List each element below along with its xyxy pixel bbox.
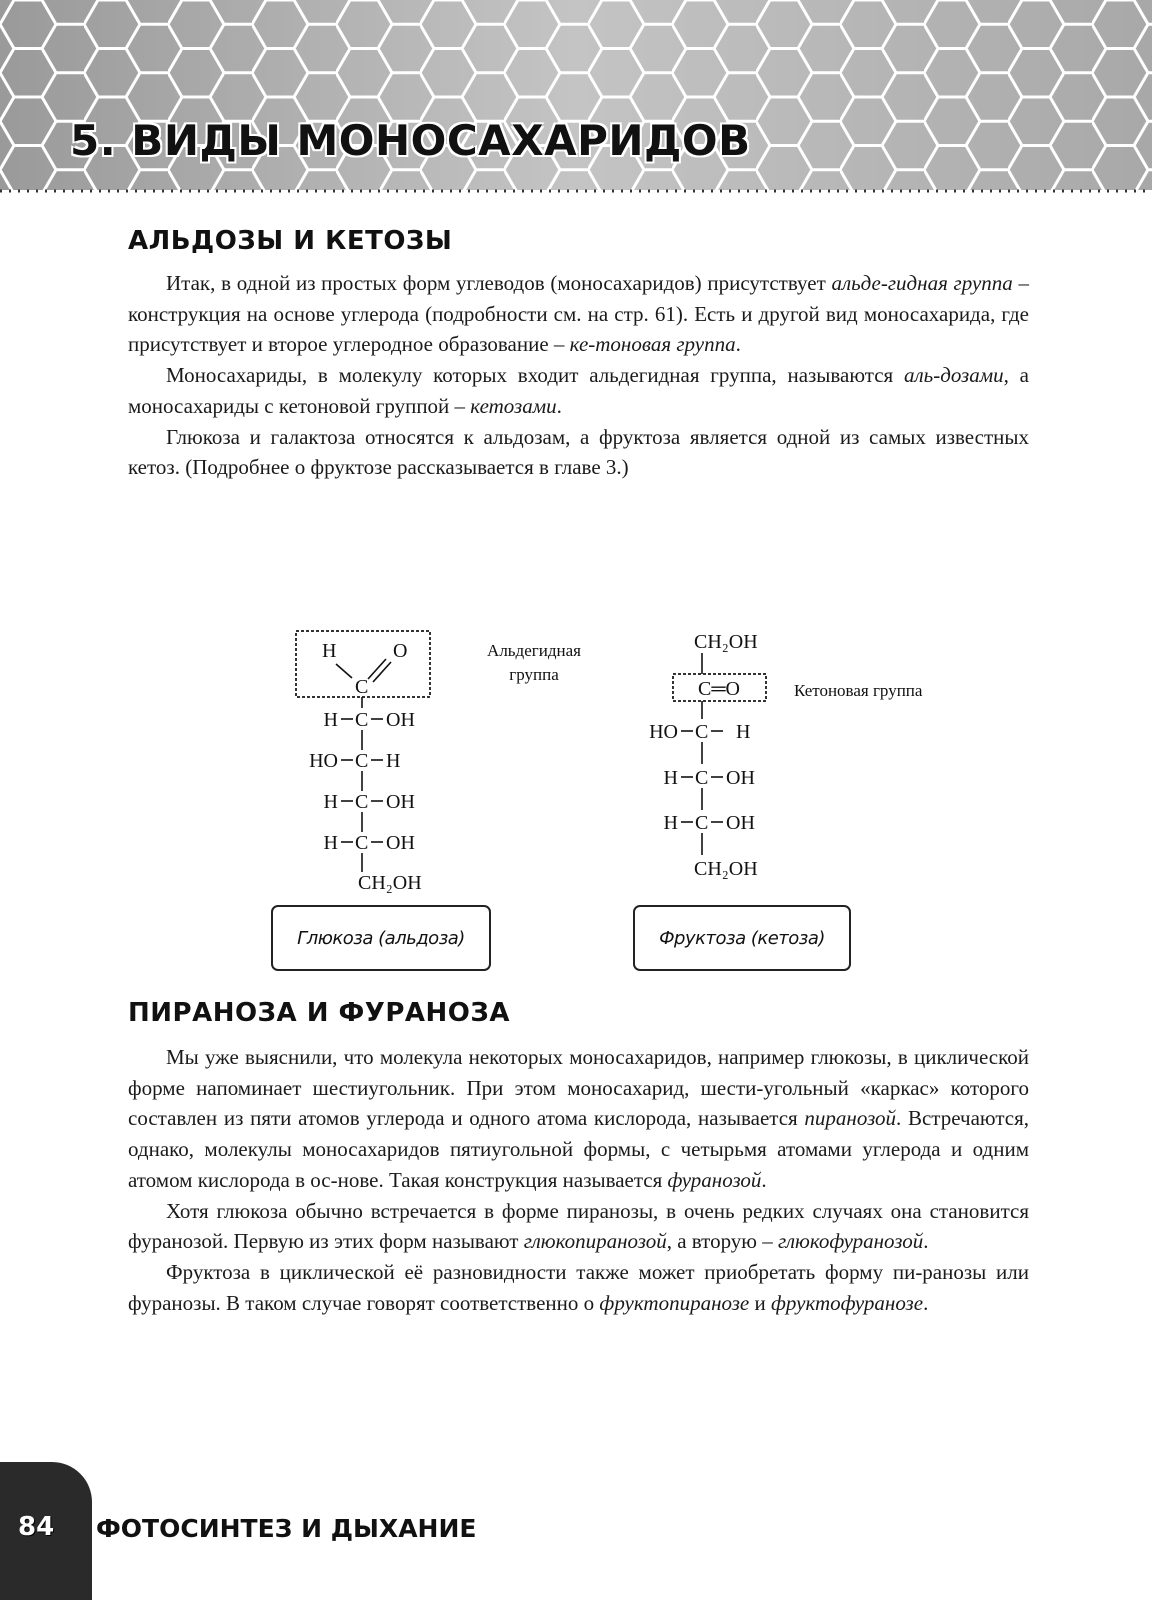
text-run: и [749, 1290, 771, 1315]
fructose-row-2-carbon: C [695, 767, 709, 789]
text-run: Мы уже выяснили, что молекула некоторых моносахаридов, например глюкозы, в циклической форме напоминает шестиугольник. При этом моносахарид, шести-угольный «каркас» которого составлен из пяти атомов углерода и одного атома кислорода, называется [128, 1045, 1029, 1131]
text-run: . [923, 1229, 929, 1254]
italic-term: аль-дозами [903, 363, 1004, 388]
text-run: . [735, 332, 741, 357]
section-heading-pyranose-furanose: ПИРАНОЗА И ФУРАНОЗА [128, 998, 510, 1028]
glucose-caption-box: Глюкоза (альдоза) [271, 905, 491, 971]
keto-group-label: Кетоновая группа [794, 681, 923, 700]
fructose-bottom-ch2oh: CH₂OH [694, 858, 758, 880]
glucose-row-3-right: OH [386, 791, 415, 813]
italic-term: фуранозой [667, 1167, 762, 1192]
italic-term: глюкофуранозой [777, 1229, 924, 1254]
section2-body [128, 1042, 1029, 1318]
text-run: . Встречаются, однако, молекулы моносахаридов пятиугольной формы, с четырьмя атомами углерода и одним атомом кислорода в ос-нове. Такая конструкция называется [128, 1106, 1029, 1192]
italic-term: фруктофуранозе [770, 1290, 924, 1315]
glucose-row-1-left: H [323, 709, 338, 731]
aldehyde-carbon: C [355, 676, 369, 698]
text-run: . [761, 1167, 767, 1192]
aldehyde-group-label-line2: группа [509, 665, 559, 684]
italic-term: фруктопиранозе [599, 1290, 750, 1315]
fructose-structure [649, 631, 923, 880]
glucose-row-4-left: H [323, 832, 338, 854]
monosaccharide-structures-figure [0, 610, 1152, 990]
header-honeycomb-band [0, 0, 1152, 200]
glucose-structure [296, 631, 581, 894]
section1-paragraph [128, 360, 1029, 421]
section1-paragraph [128, 268, 1029, 360]
text-run: Фруктоза в циклической её разновидности также может приобретать форму пи-ранозы или фуранозы. В таком случае говорят соответственно о [128, 1259, 1029, 1315]
fructose-row-1-carbon: C [695, 721, 709, 743]
fructose-caption-box: Фруктоза (кетоза) [633, 905, 851, 971]
keto-group-c-double-o: C═O [698, 678, 740, 700]
text-run: . [923, 1290, 929, 1315]
section1-body [128, 268, 1029, 483]
fructose-row-3-left: H [663, 812, 678, 834]
text-run: – конструкция на основе углерода (подробности см. на стр. 61). Есть и другой вид моносахарида, где присутствует и второе углеродное образование – [128, 271, 1029, 357]
italic-term: глюкопиранозой [523, 1229, 667, 1254]
italic-term: альде-гидная группа [831, 271, 1013, 295]
fructose-row-2-left: H [663, 767, 678, 789]
fructose-row-3-carbon: C [695, 812, 709, 834]
fructose-row-1-right: H [736, 721, 751, 743]
text-run: . [556, 393, 562, 418]
page-number: 84 [18, 1512, 55, 1542]
text-run: , а моносахариды с кетоновой группой – [128, 363, 1029, 418]
header-dotted-rule [0, 188, 1152, 194]
section2-paragraph [128, 1042, 1029, 1196]
aldehyde-group-label-line1: Альдегидная [487, 641, 581, 660]
text-run: , а вторую – [666, 1229, 778, 1254]
section2-paragraph [128, 1257, 1029, 1318]
chapter-title: 5. ВИДЫ МОНОСАХАРИДОВ [70, 116, 751, 165]
fructose-row-3-right: OH [726, 812, 755, 834]
glucose-row-4-right: OH [386, 832, 415, 854]
text-run: Глюкоза и галактоза относятся к альдозам, а фруктоза является одной из самых известных кетоз. (Подробнее о фруктозе рассказывается в главе 3.) [128, 424, 1029, 480]
text-run: Моносахариды, в молекулу которых входит альдегидная группа, называются [166, 363, 904, 388]
glucose-row-1-carbon: C [355, 709, 369, 731]
section2-paragraph [128, 1196, 1029, 1257]
glucose-bottom-ch2oh: CH₂OH [358, 872, 422, 894]
fructose-top-ch2oh: CH₂OH [694, 631, 758, 653]
italic-term: ке-тоновая группа [569, 332, 736, 357]
glucose-row-3-left: H [323, 791, 338, 813]
section1-paragraph [128, 422, 1029, 483]
glucose-row-3-carbon: C [355, 791, 369, 813]
section-heading-aldoses-ketoses: АЛЬДОЗЫ И КЕТОЗЫ [128, 226, 453, 256]
text-run: Итак, в одной из простых форм углеводов (моносахаридов) присутствует [166, 271, 832, 295]
glucose-row-1-right: OH [386, 709, 415, 731]
italic-term: пиранозой [804, 1106, 896, 1131]
italic-term: кетозами [470, 393, 557, 418]
text-run: Хотя глюкоза обычно встречается в форме пиранозы, в очень редких случаях она становится фуранозой. Первую из этих форм называют [128, 1198, 1029, 1254]
aldehyde-h: H [322, 640, 337, 662]
glucose-row-2-left: HO [309, 750, 338, 772]
glucose-row-2-right: H [386, 750, 401, 772]
glucose-row-4-carbon: C [355, 832, 369, 854]
running-title: ФОТОСИНТЕЗ И ДЫХАНИЕ [96, 1514, 477, 1543]
fructose-row-1-left: HO [649, 721, 678, 743]
fructose-row-2-right: OH [726, 767, 755, 789]
aldehyde-o: O [393, 640, 408, 662]
glucose-row-2-carbon: C [355, 750, 369, 772]
